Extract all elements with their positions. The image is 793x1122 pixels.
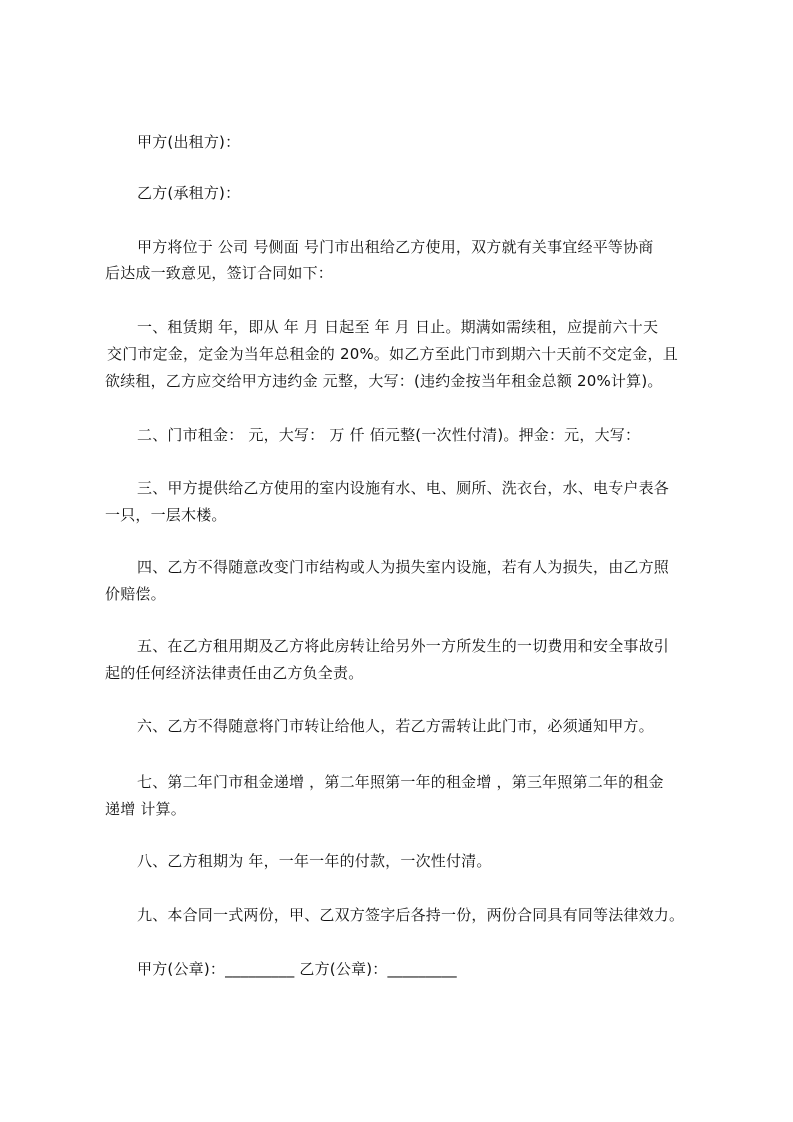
party-a-heading: 甲方(出租方)： bbox=[137, 133, 241, 151]
clause-5-line-1: 五、在乙方租用期及乙方将此房转让给另外一方所发生的一切费用和安全事故引 bbox=[137, 637, 670, 655]
clause-2-line-1: 二、门市租金： 元，大写： 万 仟 佰元整(一次性付清)。押金：元，大写： bbox=[137, 426, 641, 444]
signature-line: 甲方(公章)：_________ 乙方(公章)：_________ bbox=[137, 960, 457, 978]
clause-1-line-1: 一、租赁期 年，即从 年 月 日起至 年 月 日止。期满如需续租，应提前六十天 bbox=[137, 318, 659, 336]
clause-1-line-3: 欲续租，乙方应交给甲方违约金 元整，大写：(违约金按当年租金总额 20%计算)。 bbox=[105, 372, 663, 390]
intro-line-1: 甲方将位于 公司 号侧面 号门市出租给乙方使用，双方就有关事宜经平等协商 bbox=[137, 238, 654, 256]
clause-7-line-1: 七、第二年门市租金递增 ，第二年照第一年的租金增 ，第三年照第二年的租金 bbox=[137, 773, 664, 791]
clause-3-line-1: 三、甲方提供给乙方使用的室内设施有水、电、厕所、洗衣台，水、电专户表各 bbox=[137, 479, 670, 497]
clause-3-line-2: 一只，一层木楼。 bbox=[105, 506, 227, 524]
party-b-heading: 乙方(承租方)： bbox=[137, 184, 241, 202]
clause-4-line-1: 四、乙方不得随意改变门市结构或人为损失室内设施，若有人为损失，由乙方照 bbox=[137, 558, 670, 576]
clause-5-line-2: 起的任何经济法律责任由乙方负全责。 bbox=[105, 664, 364, 682]
clause-9-line-1: 九、本合同一式两份，甲、乙双方签字后各持一份，两份合同具有同等法律效力。 bbox=[137, 906, 685, 924]
clause-6-line-1: 六、乙方不得随意将门市转让给他人，若乙方需转让此门市，必须通知甲方。 bbox=[137, 717, 654, 735]
intro-line-2: 后达成一致意见，签订合同如下： bbox=[105, 264, 334, 282]
clause-7-line-2: 递增 计算。 bbox=[105, 800, 186, 818]
clause-8-line-1: 八、乙方租期为 年，一年一年的付款，一次性付清。 bbox=[137, 852, 492, 870]
clause-4-line-2: 价赔偿。 bbox=[105, 585, 166, 603]
clause-1-line-2: 交门市定金，定金为当年总租金的 20%。如乙方至此门市到期六十天前不交定金，且 bbox=[107, 345, 678, 363]
